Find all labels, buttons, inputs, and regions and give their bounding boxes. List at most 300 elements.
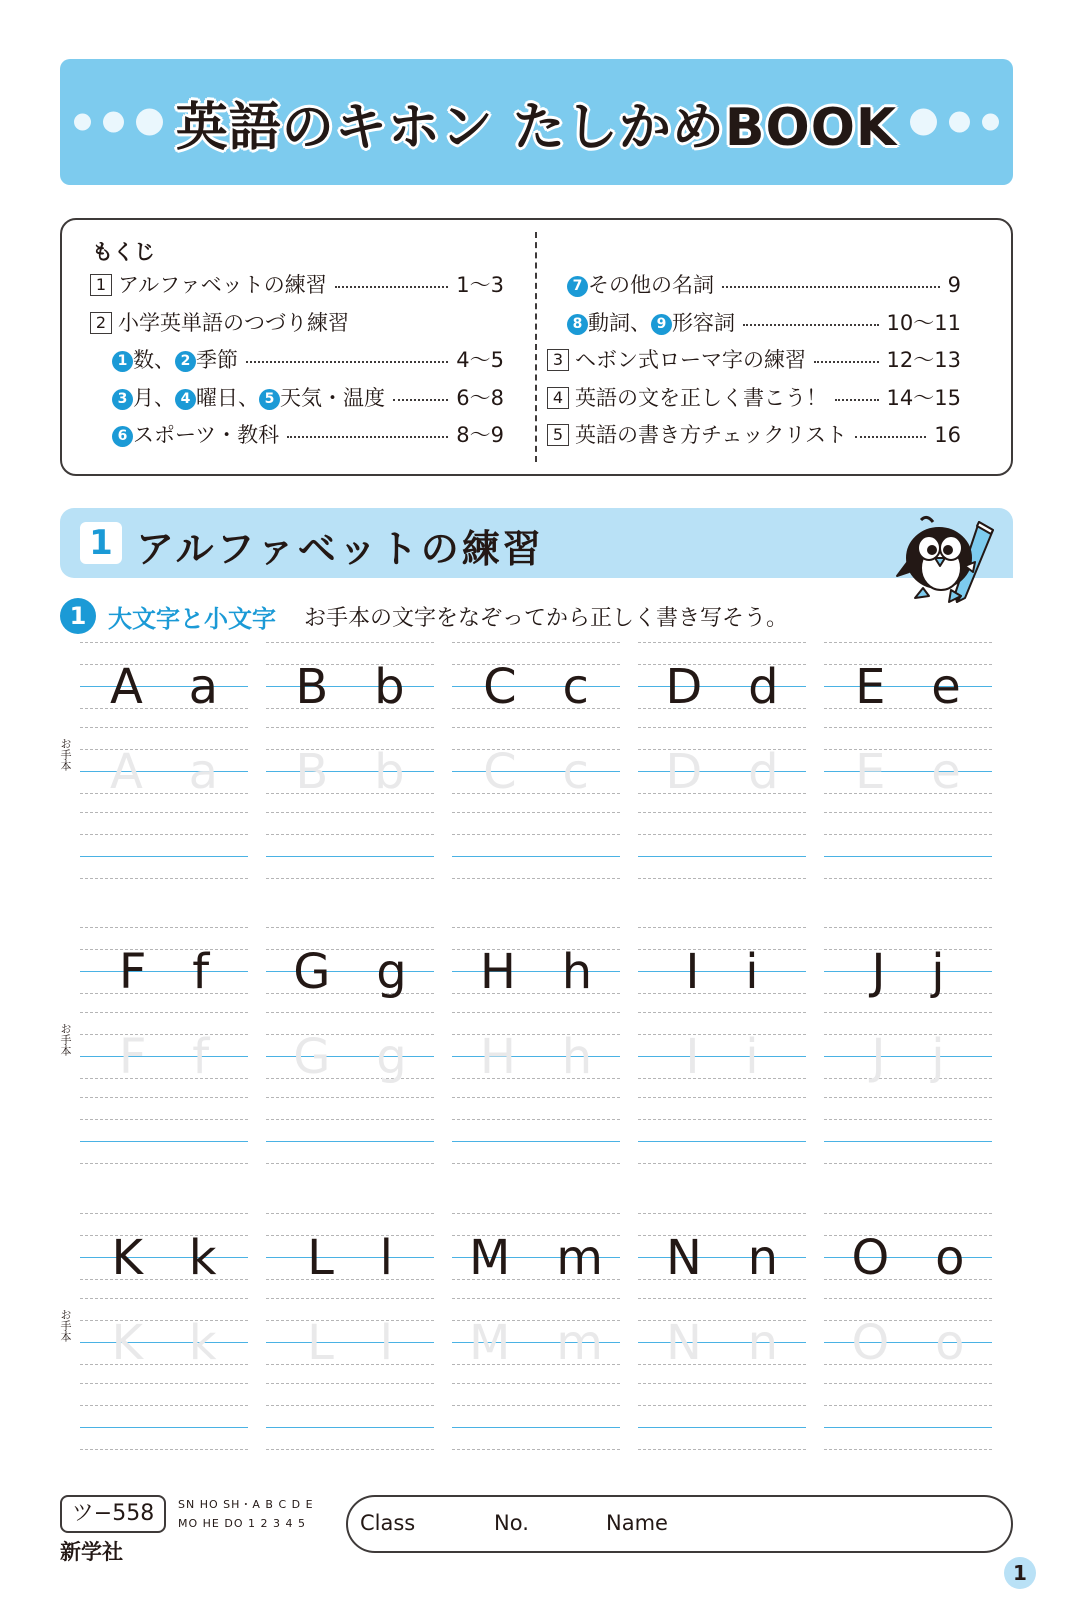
dashed-guide [824,1298,992,1299]
dashed-guide [80,993,248,994]
dashed-guide [452,927,620,928]
toc-topic-text: 季節 [196,348,238,372]
toc-topic-text: 形容詞 [672,310,735,335]
baseline-guide [452,1141,620,1142]
dashed-guide [452,1078,620,1079]
toc-page-range: 8〜9 [456,423,504,447]
dashed-guide [452,1449,620,1450]
toc-section-marker: 4 [547,387,569,409]
letter-practice-cell[interactable] [452,1205,620,1465]
baseline-guide [824,1141,992,1142]
trace-letters[interactable]: F f [118,1029,210,1085]
dashed-guide [824,1449,992,1450]
dashed-guide [824,1320,992,1321]
subsection-heading [60,596,788,636]
toc-leader-dots [835,383,879,401]
dashed-guide [266,1163,434,1164]
dashed-guide [452,708,620,709]
dashed-guide [452,1163,620,1164]
toc-topic-text: 動詞、 [588,310,651,335]
toc-label [547,420,847,450]
dashed-guide [266,1235,434,1236]
toc-topic-number: 1 [112,351,133,372]
baseline-guide [638,856,806,857]
trace-letters[interactable]: E e [855,744,961,800]
dashed-guide [80,1279,248,1280]
toc-topic-number: 9 [651,314,672,335]
dashed-guide [824,1097,992,1098]
dashed-guide [80,749,248,750]
dashed-guide [80,1012,248,1013]
baseline-guide [80,1257,248,1258]
codes-row-2: MO HE DO 1 2 3 4 5 [178,1517,306,1530]
toc-page-range: 6〜8 [456,385,504,410]
dashed-guide [452,1097,620,1098]
baseline-guide [80,1056,248,1057]
baseline-guide [824,1342,992,1343]
toc-label-text: 小学英単語のつづり練習 [118,310,349,335]
toc-row [547,383,961,413]
baseline-guide [638,1141,806,1142]
dashed-guide [452,834,620,835]
page-title: 英語のキホン たしかめBOOK [175,97,898,158]
baseline-guide [638,971,806,972]
dashed-guide [266,1449,434,1450]
dashed-guide [80,1449,248,1450]
baseline-guide [824,1257,992,1258]
toc-topic-number: 6 [112,426,133,447]
dashed-guide [80,1320,248,1321]
dashed-guide [80,1034,248,1035]
dashed-guide [824,642,992,643]
class-label: Class [360,1511,416,1535]
letter-practice-cell[interactable] [824,919,992,1179]
baseline-guide [452,1342,620,1343]
dashed-guide [80,1405,248,1406]
model-letters: C c [483,659,589,715]
dashed-guide [638,993,806,994]
toc-page-range: 16 [934,423,961,447]
baseline-guide [452,971,620,972]
baseline-guide [266,1427,434,1428]
dashed-guide [452,1119,620,1120]
baseline-guide [266,1141,434,1142]
toc-topic-text: 月、 [133,385,175,410]
toc-section-marker: 1 [90,274,112,296]
trace-letters[interactable]: C c [483,744,589,800]
dashed-guide [638,1449,806,1450]
baseline-guide [266,771,434,772]
trace-letters[interactable]: M m [469,1315,603,1371]
toc-row [547,270,961,300]
toc-section-marker: 3 [547,349,569,371]
dashed-guide [452,793,620,794]
section-header [60,508,1013,578]
toc-topic-number: 5 [259,389,280,410]
name-label: Name [606,1511,668,1535]
baseline-guide [266,856,434,857]
dashed-guide [266,708,434,709]
baseline-guide [824,971,992,972]
dashed-guide [824,812,992,813]
dashed-guide [824,878,992,879]
letter-practice-cell[interactable] [266,634,434,894]
dashed-guide [638,1364,806,1365]
toc-divider [535,232,537,462]
toc-label-text: 英語の書き方チェックリスト [575,423,847,447]
baseline-guide [452,856,620,857]
dashed-guide [266,1320,434,1321]
dashed-guide [452,1213,620,1214]
trace-letters[interactable]: I i [685,1029,759,1085]
baseline-guide [266,1342,434,1343]
baseline-guide [452,686,620,687]
dashed-guide [452,749,620,750]
toc-leader-dots [246,345,448,363]
toc-label [567,308,735,338]
dashed-guide [824,664,992,665]
baseline-guide [824,1427,992,1428]
dashed-guide [824,1364,992,1365]
dashed-guide [266,1078,434,1079]
dashed-guide [638,727,806,728]
baseline-guide [824,686,992,687]
toc-label [112,345,238,375]
dashed-guide [638,642,806,643]
dashed-guide [824,1078,992,1079]
baseline-guide [638,1056,806,1057]
dashed-guide [638,1034,806,1035]
toc-leader-dots [287,420,448,438]
dashed-guide [266,993,434,994]
toc-topic-text: 天気・温度 [280,385,385,410]
dashed-guide [452,1383,620,1384]
trace-letters[interactable]: A a [109,744,219,800]
letter-practice-cell[interactable] [638,919,806,1179]
toc-page-range: 14〜15 [886,385,961,410]
dashed-guide [80,708,248,709]
toc-label [547,345,806,375]
toc-leader-dots [393,383,448,401]
dashed-guide [266,1213,434,1214]
trace-letters[interactable]: D d [665,744,779,800]
baseline-guide [638,1257,806,1258]
dashed-guide [452,664,620,665]
toc-topic-text: 数、 [133,348,175,372]
baseline-guide [266,1257,434,1258]
dashed-guide [452,1034,620,1035]
trace-letters[interactable]: J j [871,1029,945,1085]
dashed-guide [638,878,806,879]
model-letters: G g [293,944,407,1000]
model-letters: O o [851,1230,965,1286]
dashed-guide [638,1279,806,1280]
baseline-guide [80,686,248,687]
dashed-guide [824,749,992,750]
letter-practice-cell[interactable] [638,634,806,894]
model-label: お手本 [59,1023,72,1056]
dashed-guide [80,642,248,643]
class-codes [178,1495,314,1533]
model-letters: E e [855,659,961,715]
letter-practice-cell[interactable] [824,1205,992,1465]
banner-dots-right [910,109,999,136]
toc-leader-dots [814,345,879,363]
dashed-guide [80,1298,248,1299]
dashed-guide [638,708,806,709]
dashed-guide [638,1298,806,1299]
toc-row [90,383,504,413]
dashed-guide [638,1012,806,1013]
name-entry-box[interactable] [346,1495,1013,1553]
dashed-guide [638,1383,806,1384]
letter-practice-cell[interactable] [266,919,434,1179]
model-letters: J j [871,944,945,1000]
toc-row [90,420,504,450]
toc-label [547,383,827,413]
dashed-guide [80,1235,248,1236]
dashed-guide [266,812,434,813]
dashed-guide [824,1235,992,1236]
codes-row-1: SN HO SH・A B C D E [178,1498,314,1511]
dashed-guide [638,834,806,835]
page-number: 1 [1004,1557,1036,1589]
dashed-guide [452,812,620,813]
dashed-guide [266,727,434,728]
toc-topic-text: スポーツ・教科 [133,423,280,447]
dashed-guide [452,1364,620,1365]
baseline-guide [638,1427,806,1428]
letter-practice-cell[interactable] [452,634,620,894]
dashed-guide [266,878,434,879]
baseline-guide [452,1056,620,1057]
toc-label-text: アルファベットの練習 [118,273,327,297]
model-letters: A a [109,659,219,715]
toc-topic-number: 3 [112,389,133,410]
subsection-title: 大文字と小文字 [108,604,276,633]
publisher-name: 新学社 [60,1539,123,1564]
trace-letters[interactable]: B b [295,744,405,800]
dashed-guide [824,1279,992,1280]
toc-page-range: 12〜13 [886,348,961,372]
dashed-guide [824,1405,992,1406]
letter-practice-cell[interactable] [80,634,248,894]
toc-row [547,420,961,450]
toc-heading: もくじ [92,240,155,264]
penguin-mascot-icon [895,512,1005,612]
dashed-guide [824,993,992,994]
dashed-guide [80,949,248,950]
model-letters: I i [685,944,759,1000]
toc-section-marker: 2 [90,312,112,334]
dashed-guide [266,1364,434,1365]
dashed-guide [638,749,806,750]
table-of-contents [60,218,1013,476]
dashed-guide [824,1213,992,1214]
dashed-guide [80,1078,248,1079]
dashed-guide [266,1034,434,1035]
baseline-guide [452,1257,620,1258]
model-label: お手本 [59,738,72,771]
dashed-guide [452,727,620,728]
baseline-guide [80,1141,248,1142]
dashed-guide [638,1213,806,1214]
dashed-guide [80,1383,248,1384]
trace-letters[interactable]: L l [307,1315,393,1371]
toc-topic-number: 7 [567,276,588,297]
dashed-guide [266,1012,434,1013]
model-letters: L l [307,1230,393,1286]
letter-practice-cell[interactable] [80,1205,248,1465]
product-code: ツ−558 [60,1495,166,1533]
dashed-guide [824,1034,992,1035]
toc-label-text: ヘボン式ローマ字の練習 [575,348,806,372]
dashed-guide [452,878,620,879]
dashed-guide [266,793,434,794]
baseline-guide [80,1427,248,1428]
dashed-guide [824,727,992,728]
baseline-guide [80,1342,248,1343]
model-letters: D d [665,659,779,715]
baseline-guide [638,771,806,772]
trace-letters[interactable]: N n [665,1315,779,1371]
dashed-guide [80,793,248,794]
dashed-guide [452,642,620,643]
dashed-guide [80,1119,248,1120]
dashed-guide [824,1012,992,1013]
toc-label-text: 英語の文を正しく書こう！ [575,385,827,410]
model-letters: K k [111,1230,217,1286]
dashed-guide [80,1364,248,1365]
dashed-guide [80,812,248,813]
trace-letters[interactable]: G g [293,1029,407,1085]
baseline-guide [452,1427,620,1428]
dashed-guide [638,1097,806,1098]
dashed-guide [452,1012,620,1013]
letter-practice-cell[interactable] [266,1205,434,1465]
toc-row [90,345,504,375]
baseline-guide [452,771,620,772]
dashed-guide [80,927,248,928]
dashed-guide [824,1119,992,1120]
dashed-guide [638,1235,806,1236]
toc-label [567,270,714,300]
dashed-guide [638,1119,806,1120]
baseline-guide [824,856,992,857]
dashed-guide [824,834,992,835]
toc-row [547,345,961,375]
baseline-guide [638,1342,806,1343]
toc-topic-number: 2 [175,351,196,372]
dashed-guide [638,949,806,950]
model-letters: F f [118,944,210,1000]
toc-label [90,308,349,338]
toc-topic-number: 8 [567,314,588,335]
toc-leader-dots [855,420,926,438]
toc-topic-text: 曜日、 [196,385,259,410]
title-banner [60,59,1013,185]
baseline-guide [266,686,434,687]
baseline-guide [80,971,248,972]
dashed-guide [452,1320,620,1321]
toc-label [112,383,385,413]
dashed-guide [266,949,434,950]
toc-leader-dots [335,270,448,288]
dashed-guide [266,1383,434,1384]
baseline-guide [824,1056,992,1057]
dashed-guide [266,1298,434,1299]
dashed-guide [824,708,992,709]
trace-letters[interactable]: O o [851,1315,965,1371]
toc-page-range: 9 [947,273,961,297]
dashed-guide [80,727,248,728]
section-number: 1 [80,522,122,564]
baseline-guide [824,771,992,772]
dashed-guide [266,834,434,835]
dashed-guide [824,927,992,928]
baseline-guide [80,856,248,857]
dashed-guide [266,642,434,643]
toc-page-range: 10〜11 [886,310,961,335]
dashed-guide [638,664,806,665]
dashed-guide [824,1163,992,1164]
letter-practice-cell[interactable] [452,919,620,1179]
baseline-guide [638,686,806,687]
dashed-guide [824,793,992,794]
dashed-guide [452,1298,620,1299]
dashed-guide [80,664,248,665]
letter-practice-cell[interactable] [638,1205,806,1465]
dashed-guide [266,1097,434,1098]
dashed-guide [266,1279,434,1280]
number-label: No. [494,1511,529,1535]
baseline-guide [266,1056,434,1057]
dashed-guide [638,1078,806,1079]
dashed-guide [266,927,434,928]
dashed-guide [80,1097,248,1098]
dashed-guide [266,664,434,665]
letter-practice-cell[interactable] [80,919,248,1179]
dashed-guide [638,1320,806,1321]
dashed-guide [80,834,248,835]
letter-practice-cell[interactable] [824,634,992,894]
dashed-guide [80,878,248,879]
dashed-guide [824,1383,992,1384]
dashed-guide [452,993,620,994]
dashed-guide [638,927,806,928]
dashed-guide [80,1163,248,1164]
dashed-guide [452,949,620,950]
toc-label [90,270,327,300]
dashed-guide [80,1213,248,1214]
toc-row [90,270,504,300]
dashed-guide [824,949,992,950]
trace-letters[interactable]: K k [111,1315,217,1371]
dashed-guide [266,1405,434,1406]
toc-page-range: 4〜5 [456,348,504,372]
toc-page-range: 1〜3 [456,273,504,297]
model-label: お手本 [59,1309,72,1342]
dashed-guide [638,812,806,813]
baseline-guide [80,771,248,772]
dashed-guide [266,1119,434,1120]
model-letters: M m [469,1230,603,1286]
dashed-guide [452,1279,620,1280]
toc-leader-dots [722,270,940,288]
dashed-guide [452,1405,620,1406]
banner-dots-left [74,109,163,136]
trace-letters[interactable]: H h [479,1029,593,1085]
